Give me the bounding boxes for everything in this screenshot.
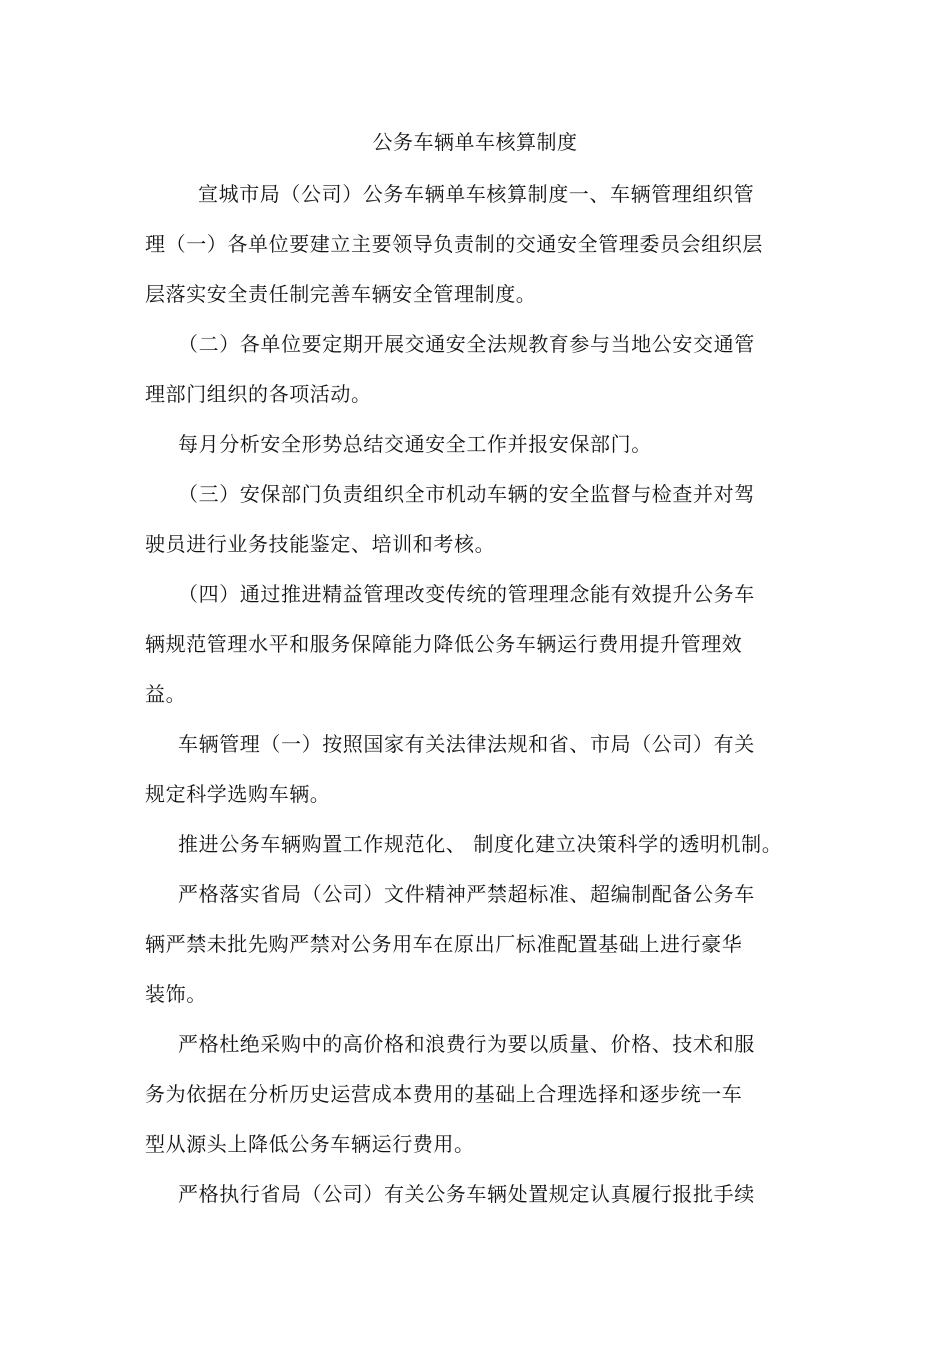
document-title: 公务车辆单车核算制度: [372, 130, 578, 154]
body-line: 理（一）各单位要建立主要领导负责制的交通安全管理委员会组织层: [145, 232, 763, 256]
body-line: 层落实安全责任制完善车辆安全管理制度。: [145, 282, 537, 306]
body-line: 推进公务车辆购置工作规范化、 制度化建立决策科学的透明机制。: [178, 832, 783, 856]
body-line: （四）通过推进精益管理改变传统的管理理念能有效提升公务车: [178, 582, 755, 606]
body-line: 理部门组织的各项活动。: [145, 382, 372, 406]
body-line: 车辆管理（一）按照国家有关法律法规和省、市局（公司）有关: [178, 732, 755, 756]
body-line: 严格落实省局（公司）文件精神严禁超标准、超编制配备公务车: [178, 882, 755, 906]
body-line: 严格执行省局（公司）有关公务车辆处置规定认真履行报批手续: [178, 1182, 755, 1206]
body-line: 每月分析安全形势总结交通安全工作并报安保部门。: [178, 432, 652, 456]
body-line: （三）安保部门负责组织全市机动车辆的安全监督与检查并对驾: [178, 482, 755, 506]
body-line: 辆严禁未批先购严禁对公务用车在原出厂标准配置基础上进行豪华: [145, 932, 743, 956]
body-line: 益。: [145, 682, 187, 706]
body-line: 务为依据在分析历史运营成本费用的基础上合理选择和逐步统一车: [145, 1082, 743, 1106]
body-line: 规定科学选购车辆。: [145, 782, 331, 806]
body-line: 装饰。: [145, 982, 207, 1006]
body-line: 宣城市局（公司）公务车辆单车核算制度一、车辆管理组织管: [198, 182, 755, 206]
body-line: 型从源头上降低公务车辆运行费用。: [145, 1132, 475, 1156]
body-line: 辆规范管理水平和服务保障能力降低公务车辆运行费用提升管理效: [145, 632, 743, 656]
body-line: 严格杜绝采购中的高价格和浪费行为要以质量、价格、技术和服: [178, 1032, 755, 1056]
body-line: 驶员进行业务技能鉴定、培训和考核。: [145, 532, 496, 556]
body-line: （二）各单位要定期开展交通安全法规教育参与当地公安交通管: [178, 332, 755, 356]
